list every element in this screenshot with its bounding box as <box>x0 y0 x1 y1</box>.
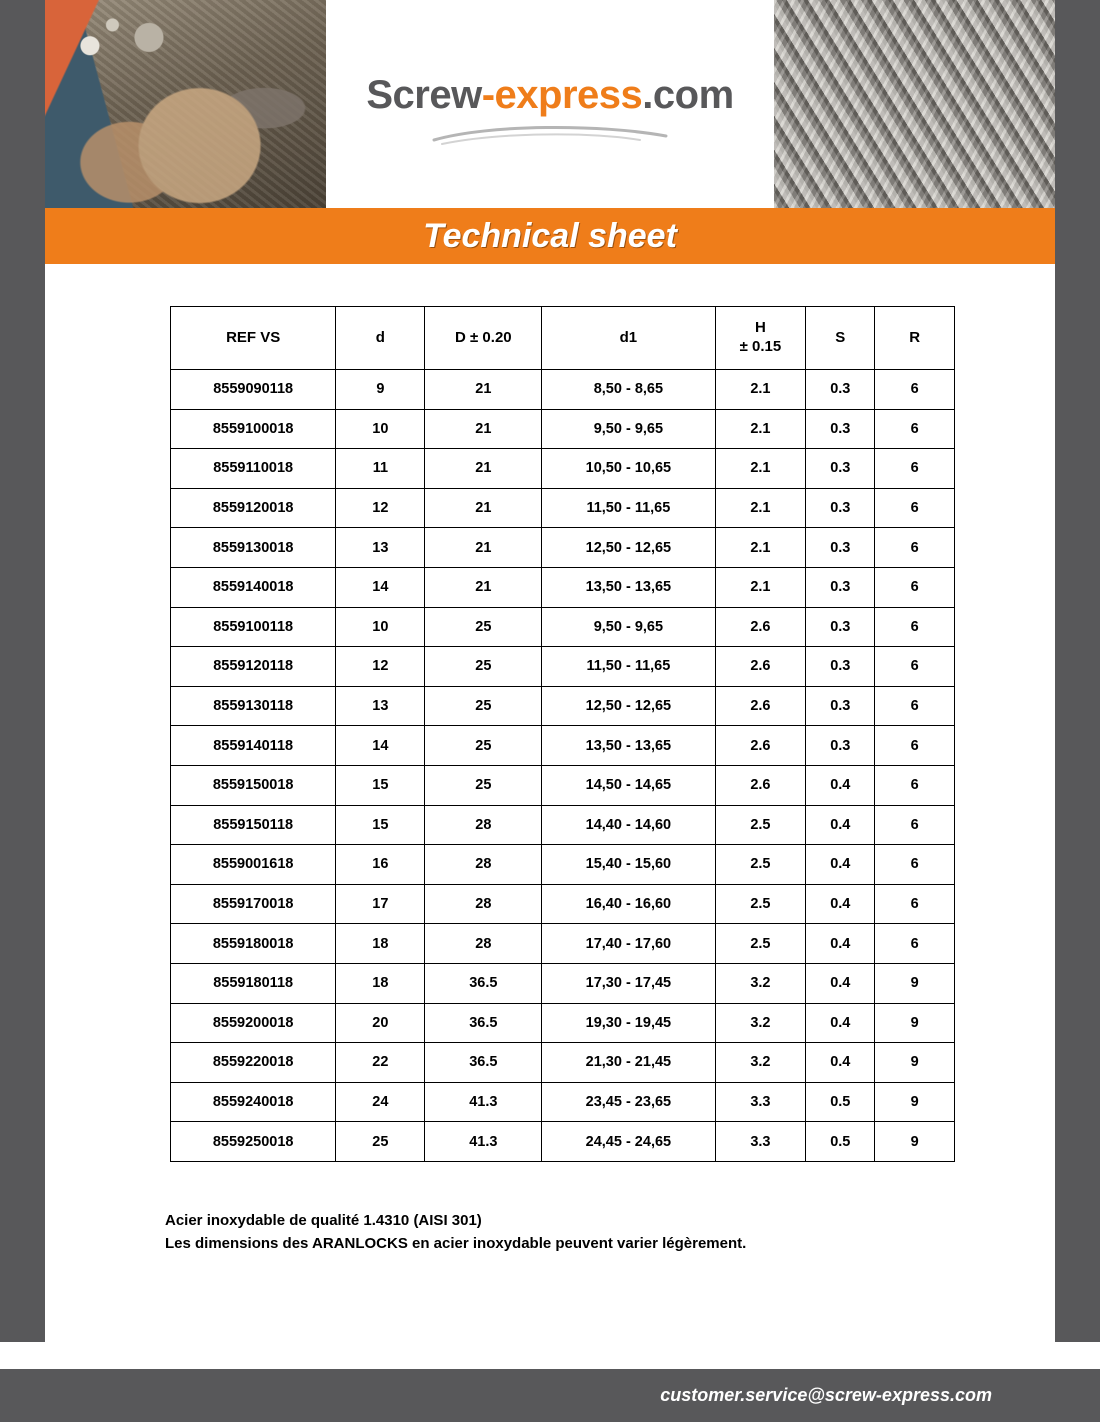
material-notes <box>165 1209 746 1256</box>
table-row <box>171 1122 955 1162</box>
page-left-border <box>0 0 45 1422</box>
cell-ref-vs: 8559180018 <box>171 924 336 964</box>
cell-r: 6 <box>875 805 955 845</box>
cell-s: 0.3 <box>806 607 875 647</box>
cell-d1: 9,50 - 9,65 <box>542 409 715 449</box>
cell-d-tolerance: 21 <box>425 528 542 568</box>
table-row <box>171 963 955 1003</box>
cell-d1: 13,50 - 13,65 <box>542 726 715 766</box>
cell-s: 0.3 <box>806 449 875 489</box>
cell-d1: 21,30 - 21,45 <box>542 1043 715 1083</box>
cell-ref-vs: 8559120118 <box>171 647 336 687</box>
table-row <box>171 647 955 687</box>
table-row <box>171 805 955 845</box>
cell-d-tolerance: 21 <box>425 409 542 449</box>
cell-h: 3.2 <box>715 1003 806 1043</box>
cell-ref-vs: 8559001618 <box>171 845 336 885</box>
cell-d: 14 <box>336 726 425 766</box>
table-row <box>171 765 955 805</box>
cell-r: 6 <box>875 567 955 607</box>
cell-r: 6 <box>875 488 955 528</box>
column-header-h-letter: H <box>755 319 766 337</box>
column-header-d1: d1 <box>542 307 715 370</box>
cell-d1: 8,50 - 8,65 <box>542 370 715 410</box>
cell-s: 0.3 <box>806 528 875 568</box>
cell-s: 0.4 <box>806 805 875 845</box>
cell-ref-vs: 8559180118 <box>171 963 336 1003</box>
cell-d: 24 <box>336 1082 425 1122</box>
cell-h: 3.3 <box>715 1082 806 1122</box>
cell-h: 2.6 <box>715 726 806 766</box>
cell-d-tolerance: 21 <box>425 370 542 410</box>
cell-s: 0.3 <box>806 726 875 766</box>
cell-d-tolerance: 21 <box>425 488 542 528</box>
logo-text-dotcom: .com <box>642 72 734 117</box>
column-header-s: S <box>806 307 875 370</box>
logo-text <box>366 73 733 118</box>
cell-h: 2.1 <box>715 409 806 449</box>
cell-s: 0.4 <box>806 884 875 924</box>
cell-r: 6 <box>875 409 955 449</box>
cell-s: 0.4 <box>806 845 875 885</box>
cell-d: 11 <box>336 449 425 489</box>
logo-text-screw: Screw <box>366 72 482 117</box>
cell-d: 17 <box>336 884 425 924</box>
cell-s: 0.4 <box>806 963 875 1003</box>
cell-ref-vs: 8559150118 <box>171 805 336 845</box>
cell-d: 15 <box>336 805 425 845</box>
cell-d-tolerance: 28 <box>425 924 542 964</box>
cell-r: 6 <box>875 726 955 766</box>
cell-s: 0.4 <box>806 1043 875 1083</box>
cell-ref-vs: 8559150018 <box>171 765 336 805</box>
cell-d-tolerance: 41.3 <box>425 1122 542 1162</box>
logo-swoosh-icon <box>430 122 670 146</box>
cell-d-tolerance: 25 <box>425 647 542 687</box>
cell-h: 3.2 <box>715 1043 806 1083</box>
cell-r: 6 <box>875 686 955 726</box>
cell-d: 10 <box>336 607 425 647</box>
cell-h: 2.1 <box>715 488 806 528</box>
cell-r: 9 <box>875 1082 955 1122</box>
cell-s: 0.3 <box>806 488 875 528</box>
cell-d1: 14,40 - 14,60 <box>542 805 715 845</box>
cell-d: 20 <box>336 1003 425 1043</box>
cell-d1: 9,50 - 9,65 <box>542 607 715 647</box>
cell-d: 13 <box>336 528 425 568</box>
cell-ref-vs: 8559200018 <box>171 1003 336 1043</box>
cell-h: 2.1 <box>715 449 806 489</box>
table-row <box>171 1003 955 1043</box>
cell-d1: 11,50 - 11,65 <box>542 647 715 687</box>
cell-s: 0.3 <box>806 370 875 410</box>
table-row <box>171 528 955 568</box>
cell-h: 2.6 <box>715 607 806 647</box>
cell-ref-vs: 8559120018 <box>171 488 336 528</box>
footer-email[interactable]: customer.service@screw-express.com <box>660 1385 992 1405</box>
cell-d: 22 <box>336 1043 425 1083</box>
cell-d1: 11,50 - 11,65 <box>542 488 715 528</box>
cell-h: 2.6 <box>715 686 806 726</box>
table-row <box>171 884 955 924</box>
cell-h: 2.5 <box>715 924 806 964</box>
cell-r: 6 <box>875 845 955 885</box>
cell-d: 15 <box>336 765 425 805</box>
cell-ref-vs: 8559100118 <box>171 607 336 647</box>
cell-r: 9 <box>875 1043 955 1083</box>
cell-ref-vs: 8559220018 <box>171 1043 336 1083</box>
cell-h: 2.6 <box>715 765 806 805</box>
column-header-d-tolerance: D ± 0.20 <box>425 307 542 370</box>
cell-ref-vs: 8559170018 <box>171 884 336 924</box>
cell-d1: 24,45 - 24,65 <box>542 1122 715 1162</box>
cell-d1: 23,45 - 23,65 <box>542 1082 715 1122</box>
cell-s: 0.3 <box>806 567 875 607</box>
cell-s: 0.4 <box>806 924 875 964</box>
cell-d: 9 <box>336 370 425 410</box>
table-row <box>171 686 955 726</box>
cell-d-tolerance: 28 <box>425 805 542 845</box>
cell-ref-vs: 8559090118 <box>171 370 336 410</box>
column-header-d: d <box>336 307 425 370</box>
page-content <box>45 264 1055 1342</box>
logo-text-express: -express <box>481 72 643 117</box>
cell-h: 2.6 <box>715 647 806 687</box>
cell-h: 2.5 <box>715 805 806 845</box>
page-footer <box>0 1342 1100 1422</box>
cell-r: 6 <box>875 607 955 647</box>
cell-d-tolerance: 21 <box>425 567 542 607</box>
cell-s: 0.4 <box>806 765 875 805</box>
workbench-with-screws-photo <box>45 0 326 208</box>
cell-s: 0.5 <box>806 1082 875 1122</box>
cell-d-tolerance: 41.3 <box>425 1082 542 1122</box>
cell-s: 0.4 <box>806 1003 875 1043</box>
cell-d1: 17,40 - 17,60 <box>542 924 715 964</box>
cell-h: 3.3 <box>715 1122 806 1162</box>
assorted-screws-photo <box>774 0 1055 208</box>
cell-d: 12 <box>336 488 425 528</box>
cell-d-tolerance: 36.5 <box>425 1043 542 1083</box>
table-row <box>171 845 955 885</box>
cell-d1: 17,30 - 17,45 <box>542 963 715 1003</box>
table-header-row <box>171 307 955 370</box>
table-row <box>171 488 955 528</box>
cell-d1: 10,50 - 10,65 <box>542 449 715 489</box>
cell-ref-vs: 8559250018 <box>171 1122 336 1162</box>
cell-s: 0.3 <box>806 686 875 726</box>
cell-s: 0.3 <box>806 409 875 449</box>
cell-s: 0.5 <box>806 1122 875 1162</box>
cell-ref-vs: 8559140118 <box>171 726 336 766</box>
footer-bar <box>0 1369 1100 1422</box>
column-header-h <box>715 307 806 370</box>
cell-d-tolerance: 28 <box>425 845 542 885</box>
cell-d-tolerance: 25 <box>425 686 542 726</box>
cell-d-tolerance: 28 <box>425 884 542 924</box>
cell-d: 16 <box>336 845 425 885</box>
note-line-1: Acier inoxydable de qualité 1.4310 (AISI 301) <box>165 1212 482 1229</box>
table-body <box>171 370 955 1162</box>
table-row <box>171 449 955 489</box>
technical-sheet-title-bar <box>45 208 1055 264</box>
cell-d1: 16,40 - 16,60 <box>542 884 715 924</box>
cell-d1: 14,50 - 14,65 <box>542 765 715 805</box>
cell-r: 9 <box>875 963 955 1003</box>
cell-h: 2.1 <box>715 567 806 607</box>
cell-r: 6 <box>875 528 955 568</box>
cell-h: 2.5 <box>715 845 806 885</box>
table-row <box>171 567 955 607</box>
cell-d-tolerance: 25 <box>425 726 542 766</box>
cell-d: 25 <box>336 1122 425 1162</box>
cell-d1: 15,40 - 15,60 <box>542 845 715 885</box>
cell-d: 18 <box>336 924 425 964</box>
cell-r: 6 <box>875 884 955 924</box>
cell-d1: 13,50 - 13,65 <box>542 567 715 607</box>
cell-d1: 12,50 - 12,65 <box>542 686 715 726</box>
cell-ref-vs: 8559130118 <box>171 686 336 726</box>
table-row <box>171 409 955 449</box>
cell-r: 6 <box>875 647 955 687</box>
specifications-table <box>170 306 955 1162</box>
cell-d: 12 <box>336 647 425 687</box>
cell-d-tolerance: 25 <box>425 765 542 805</box>
cell-ref-vs: 8559240018 <box>171 1082 336 1122</box>
page-header <box>45 0 1055 208</box>
cell-d-tolerance: 25 <box>425 607 542 647</box>
cell-r: 6 <box>875 765 955 805</box>
table-row <box>171 924 955 964</box>
cell-d: 14 <box>336 567 425 607</box>
cell-ref-vs: 8559130018 <box>171 528 336 568</box>
cell-d: 10 <box>336 409 425 449</box>
brand-logo <box>326 0 774 208</box>
cell-r: 6 <box>875 449 955 489</box>
column-header-r: R <box>875 307 955 370</box>
cell-d-tolerance: 21 <box>425 449 542 489</box>
cell-r: 6 <box>875 370 955 410</box>
cell-d-tolerance: 36.5 <box>425 963 542 1003</box>
cell-ref-vs: 8559100018 <box>171 409 336 449</box>
column-header-h-tolerance: ± 0.15 <box>739 338 782 355</box>
cell-d: 18 <box>336 963 425 1003</box>
table-row <box>171 726 955 766</box>
table-row <box>171 1082 955 1122</box>
cell-d: 13 <box>336 686 425 726</box>
cell-s: 0.3 <box>806 647 875 687</box>
table-row <box>171 1043 955 1083</box>
cell-r: 9 <box>875 1122 955 1162</box>
cell-ref-vs: 8559110018 <box>171 449 336 489</box>
page-right-border <box>1055 0 1100 1422</box>
cell-h: 2.1 <box>715 528 806 568</box>
column-header-ref-vs: REF VS <box>171 307 336 370</box>
table-row <box>171 370 955 410</box>
cell-ref-vs: 8559140018 <box>171 567 336 607</box>
table-row <box>171 607 955 647</box>
cell-h: 2.5 <box>715 884 806 924</box>
cell-d-tolerance: 36.5 <box>425 1003 542 1043</box>
cell-d1: 19,30 - 19,45 <box>542 1003 715 1043</box>
page-title: Technical sheet <box>423 216 677 255</box>
cell-r: 9 <box>875 1003 955 1043</box>
note-line-2: Les dimensions des ARANLOCKS en acier inoxydable peuvent varier légèrement. <box>165 1235 747 1253</box>
cell-r: 6 <box>875 924 955 964</box>
cell-h: 3.2 <box>715 963 806 1003</box>
cell-d1: 12,50 - 12,65 <box>542 528 715 568</box>
cell-h: 2.1 <box>715 370 806 410</box>
